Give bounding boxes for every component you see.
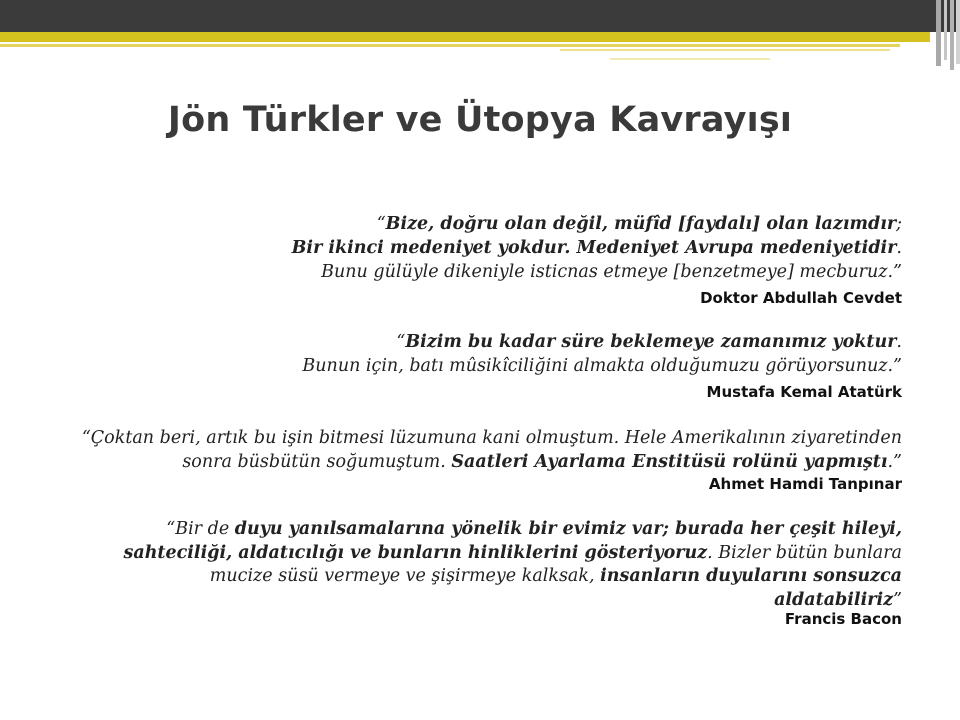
- header-right-stripe: [944, 0, 947, 60]
- header-gold-band: [0, 32, 930, 42]
- quote-text: ;: [896, 214, 902, 234]
- quote-text: “Bir de: [166, 519, 235, 539]
- quote-text: “Çoktan beri, artık bu işin bitmesi lüzumuna kani olmuştum. Hele Amerikalının ziyaretinden: [81, 428, 902, 448]
- quote-tanpinar: [82, 426, 902, 474]
- quote-ataturk: [302, 330, 902, 378]
- header-gold-line-thin: [560, 49, 890, 51]
- quote-text: .: [896, 332, 902, 352]
- quote-author: Doktor Abdullah Cevdet: [700, 289, 902, 307]
- quote-text: “: [396, 332, 406, 352]
- quote-emphasis: Bir ikinci medeniyet yokdur. Medeniyet Avrupa medeniyetidir: [291, 238, 897, 258]
- quote-text: Bunu gülüyle dikeniyle isticnas etmeye [benzetmeye] mecburuz.”: [321, 262, 902, 282]
- quote-text: Bunun için, batı mûsikîciliğini almakta olduğumuzu görüyorsunuz.”: [302, 356, 902, 376]
- quote-text: .: [896, 238, 902, 258]
- quote-emphasis: aldatabiliriz: [774, 589, 894, 610]
- quote-author: Francis Bacon: [784, 610, 902, 628]
- slide-title: Jön Türkler ve Ütopya Kavrayışı: [167, 100, 793, 140]
- quote-line: [302, 354, 902, 378]
- quote-line: [82, 450, 902, 474]
- header-right-stripe: [950, 0, 954, 70]
- quote-emphasis: insanların duyularını sonsuzca: [600, 566, 902, 586]
- quote-text: .”: [887, 452, 902, 472]
- quote-emphasis: Bize, doğru olan değil, müfîd [faydalı] olan lazımdır: [385, 214, 897, 234]
- quote-emphasis: duyu yanılsamalarına yönelik bir evimiz var; burada her çeşit hileyi,: [234, 519, 902, 539]
- quote-line: [302, 330, 902, 354]
- quote-line: [292, 212, 902, 236]
- quote-text: ”: [893, 589, 902, 610]
- quote-line: [124, 542, 903, 566]
- quote-abdullah-cevdet: [292, 212, 902, 284]
- header-gold-line: [0, 44, 900, 47]
- quote-line: [292, 236, 902, 260]
- quote-line: [124, 589, 903, 613]
- quote-emphasis: sahteciliği, aldatıcılığı ve bunların hinliklerini gösteriyoruz: [123, 542, 708, 563]
- quote-line: [124, 565, 903, 589]
- quote-text: “: [376, 214, 386, 234]
- header-right-stripe: [956, 0, 960, 64]
- quote-francis-bacon: [124, 518, 903, 612]
- quote-emphasis: Bizim bu kadar süre beklemeye zamanımız yoktur: [405, 332, 897, 352]
- header-right-stripe: [936, 0, 941, 66]
- quote-text: mucize süsü vermeye ve şişirmeye kalksak,: [209, 566, 601, 586]
- header-gold-line-faint: [610, 58, 770, 60]
- quote-text: . Bizler bütün bunlara: [707, 542, 902, 563]
- quote-text: sonra büsbütün soğumuştum.: [182, 452, 452, 472]
- quote-line: [124, 518, 903, 542]
- quote-emphasis: Saatleri Ayarlama Enstitüsü rolünü yapmıştı: [451, 452, 888, 472]
- header-dark-band: [0, 0, 960, 32]
- quote-line: [292, 260, 902, 284]
- quote-author: Ahmet Hamdi Tanpınar: [708, 475, 902, 493]
- quote-author: Mustafa Kemal Atatürk: [706, 383, 902, 401]
- quote-line: [82, 426, 902, 450]
